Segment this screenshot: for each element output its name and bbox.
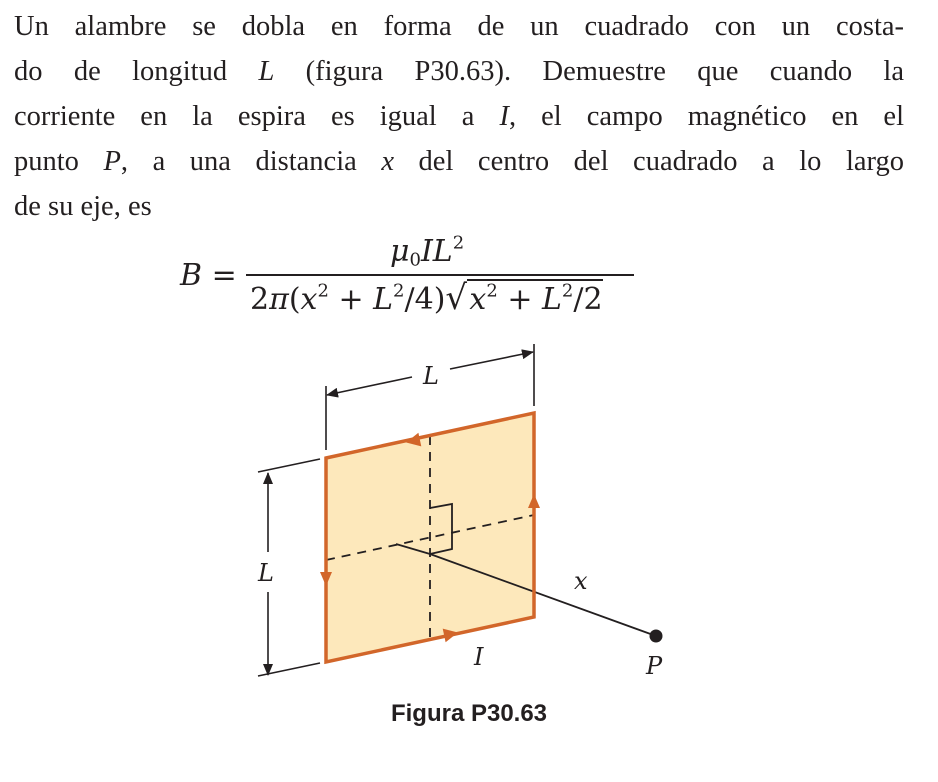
top-side-label: L xyxy=(423,362,439,390)
equation-lhs: B = xyxy=(180,258,237,293)
left-side-label: L xyxy=(258,559,274,587)
equation-numerator: $\mu_0IL^2$ xyxy=(390,232,465,271)
point-p-dot xyxy=(650,630,663,643)
current-label: I xyxy=(474,643,484,671)
point-p-label: P xyxy=(646,652,663,680)
problem-line-1-text: Un alambre se dobla en forma de un cuadrado con un costa- xyxy=(14,11,904,42)
top-dimension-arrow-left xyxy=(327,377,412,395)
left-dimension-tick-top xyxy=(258,459,320,472)
distance-label: x xyxy=(574,567,588,595)
square-root: √ $x^2 + L^2/2$ xyxy=(445,278,603,318)
var-P: P xyxy=(103,146,121,177)
problem-line-2: do de longitud L (figura P30.63). Demuestre que cuando la xyxy=(14,56,904,87)
top-dimension-arrow-right xyxy=(450,352,533,369)
equation-denominator: $2\pi(x^2 + L^2/4)$ √ $x^2 + L^2/2$ xyxy=(250,278,603,318)
problem-line-3: corriente en la espira es igual a I, el campo magnético en el xyxy=(14,101,904,132)
var-I: I xyxy=(499,101,509,132)
problem-line-5-text: de su eje, es xyxy=(14,191,152,222)
var-L: L xyxy=(258,56,275,87)
problem-line-4: punto P, a una distancia x del centro del cuadrado a lo largo xyxy=(14,146,905,177)
figure-caption: Figura P30.63 xyxy=(390,700,548,727)
var-x: x xyxy=(381,146,394,177)
